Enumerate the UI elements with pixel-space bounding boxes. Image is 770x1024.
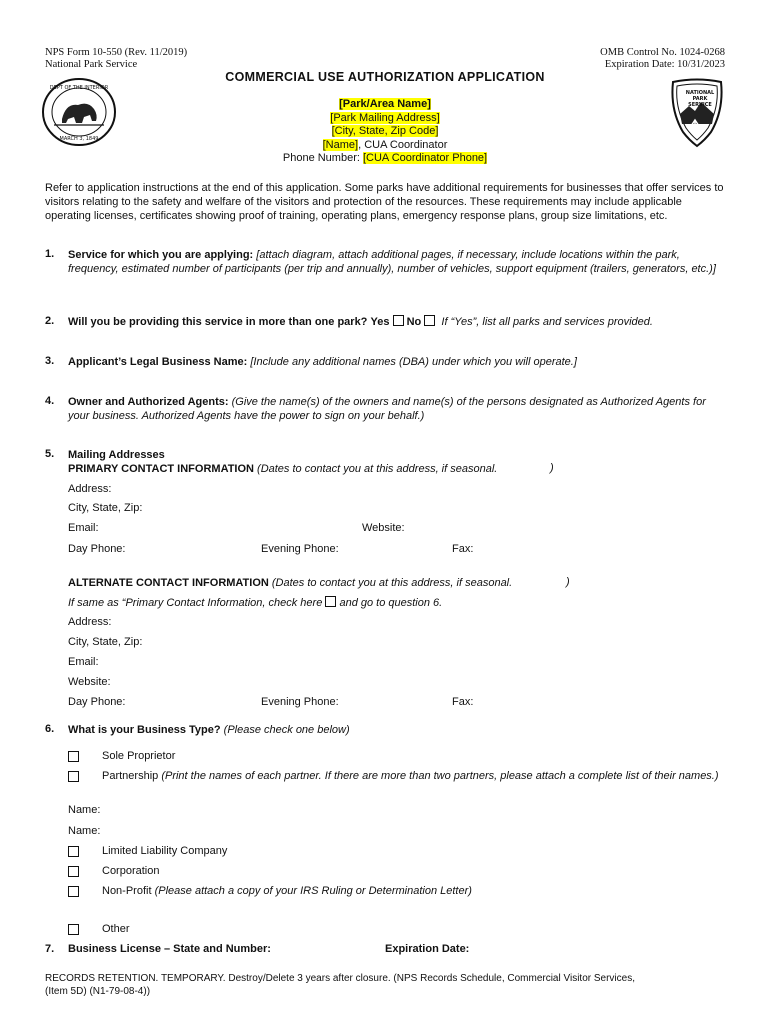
primary-contact-hint: (Dates to contact you at this address, if seasonal. xyxy=(257,463,498,475)
svg-text:SERVICE: SERVICE xyxy=(688,102,712,108)
q6-number: 6. xyxy=(45,723,55,735)
q7-number: 7. xyxy=(45,943,55,955)
q2-yes-checkbox[interactable] xyxy=(393,315,404,326)
q4-hint: (Give the name(s) of the owners and name(s) of the persons designated as Authorized Agents for your business. Authorized Agents have the power to sign on your behalf.) xyxy=(68,396,706,422)
partnership-block xyxy=(102,769,722,783)
primary-website-field[interactable]: Website: xyxy=(362,522,405,534)
nonprofit-hint: (Please attach a copy of your IRS Ruling or Determination Letter) xyxy=(154,885,472,897)
primary-email-field[interactable]: Email: xyxy=(68,522,99,534)
primary-close-paren: ) xyxy=(550,462,554,474)
alternate-evening-phone-field[interactable]: Evening Phone: xyxy=(261,696,339,708)
primary-address-field[interactable]: Address: xyxy=(68,483,112,495)
alternate-city-field[interactable]: City, State, Zip: xyxy=(68,636,143,648)
same-as-text-a: If same as “Primary Contact Information, check here xyxy=(68,597,323,609)
q2-number: 2. xyxy=(45,315,55,327)
coordinator-phone: [CUA Coordinator Phone] xyxy=(362,152,488,164)
corporation-checkbox[interactable] xyxy=(68,866,79,877)
footer-line-1: RECORDS RETENTION. TEMPORARY. Destroy/Delete 3 years after closure. (NPS Records Schedule, Commercial Visitor Services, xyxy=(45,973,635,984)
q3-label: Applicant’s Legal Business Name: xyxy=(68,356,248,368)
q6-hint: (Please check one below) xyxy=(223,724,350,736)
expiration-date: Expiration Date: 10/31/2023 xyxy=(604,59,725,70)
q2-label: Will you be providing this service in more than one park? xyxy=(68,316,368,328)
alternate-contact-hint: (Dates to contact you at this address, if seasonal. xyxy=(271,577,513,589)
q2-no-label: No xyxy=(406,316,422,328)
records-retention-footer xyxy=(45,972,635,998)
corporation-label: Corporation xyxy=(102,865,160,877)
q3-hint: [Include any additional names (DBA) under which you will operate.] xyxy=(250,356,577,368)
agency-name: National Park Service xyxy=(45,59,138,70)
same-as-primary-checkbox[interactable] xyxy=(325,596,336,607)
q4-number: 4. xyxy=(45,395,55,407)
svg-text:PARK: PARK xyxy=(692,96,708,102)
alternate-close-paren: ) xyxy=(566,576,570,588)
q1-label: Service for which you are applying: xyxy=(68,249,254,261)
primary-fax-field[interactable]: Fax: xyxy=(452,543,474,555)
page-title: COMMERCIAL USE AUTHORIZATION APPLICATION xyxy=(225,70,545,84)
partnership-checkbox[interactable] xyxy=(68,771,79,782)
sole-proprietor-checkbox[interactable] xyxy=(68,751,79,762)
q3-block xyxy=(68,355,730,369)
q6-block xyxy=(68,723,730,737)
q1-hint: [attach diagram, attach additional pages, if necessary, include locations within the park, frequency, estimated number of participants (per trip and annually), number of vehicles, support equipment (trailers, generators, etc.)] xyxy=(68,249,716,275)
q2-no-checkbox[interactable] xyxy=(424,315,435,326)
park-address-block xyxy=(0,98,770,166)
q2-block xyxy=(68,315,730,329)
primary-contact-label: PRIMARY CONTACT INFORMATION xyxy=(68,463,254,475)
svg-text:DEPT OF THE INTERIOR: DEPT OF THE INTERIOR xyxy=(49,85,109,91)
q4-label: Owner and Authorized Agents: xyxy=(68,396,229,408)
alternate-day-phone-field[interactable]: Day Phone: xyxy=(68,696,126,708)
coordinator-name: [Name] xyxy=(322,138,359,151)
license-expiration-field[interactable]: Expiration Date: xyxy=(385,943,470,955)
q5-number: 5. xyxy=(45,448,55,460)
form-number: NPS Form 10-550 (Rev. 11/2019) xyxy=(45,47,188,58)
partner-name-2-field[interactable]: Name: xyxy=(68,825,101,837)
nonprofit-checkbox[interactable] xyxy=(68,886,79,897)
llc-checkbox[interactable] xyxy=(68,846,79,857)
q2-hint: If “Yes”, list all parks and services provided. xyxy=(441,316,653,328)
nonprofit-block xyxy=(102,885,472,897)
business-license-field[interactable]: Business License – State and Number: xyxy=(68,943,271,955)
primary-day-phone-field[interactable]: Day Phone: xyxy=(68,543,126,555)
svg-text:MARCH 3, 1849: MARCH 3, 1849 xyxy=(59,136,99,142)
footer-line-2: (Item 5D) (N1-79-08-4)) xyxy=(45,986,151,997)
primary-evening-phone-field[interactable]: Evening Phone: xyxy=(261,543,339,555)
alternate-website-field[interactable]: Website: xyxy=(68,676,111,688)
alternate-fax-field[interactable]: Fax: xyxy=(452,696,474,708)
other-checkbox[interactable] xyxy=(68,924,79,935)
q1-number: 1. xyxy=(45,248,55,260)
q4-block xyxy=(68,395,730,423)
alternate-contact-label: ALTERNATE CONTACT INFORMATION xyxy=(68,577,269,589)
primary-city-field[interactable]: City, State, Zip: xyxy=(68,502,143,514)
same-as-text-b: and go to question 6. xyxy=(339,597,443,609)
phone-label: Phone Number: xyxy=(282,152,363,164)
primary-contact-heading xyxy=(68,462,730,476)
alternate-contact-heading xyxy=(68,576,730,590)
same-as-primary-row xyxy=(68,596,730,610)
q1-block xyxy=(68,248,730,276)
sole-proprietor-label: Sole Proprietor xyxy=(102,750,176,762)
partnership-hint: (Print the names of each partner. If there are more than two partners, please attach a complete list of their names.) xyxy=(161,770,719,782)
nonprofit-label: Non-Profit xyxy=(102,885,152,897)
llc-label: Limited Liability Company xyxy=(102,845,228,857)
alternate-email-field[interactable]: Email: xyxy=(68,656,99,668)
park-mailing-address: [Park Mailing Address] xyxy=(330,111,440,124)
alternate-address-field[interactable]: Address: xyxy=(68,616,112,628)
partner-name-1-field[interactable]: Name: xyxy=(68,804,101,816)
coordinator-title: , CUA Coordinator xyxy=(358,138,448,151)
park-city-state-zip: [City, State, Zip Code] xyxy=(331,125,439,137)
q5-label: Mailing Addresses xyxy=(68,449,165,461)
other-label: Other xyxy=(102,923,130,935)
park-name: [Park/Area Name] xyxy=(339,98,431,110)
q6-label: What is your Business Type? xyxy=(68,724,221,736)
svg-text:NATIONAL: NATIONAL xyxy=(685,90,715,96)
intro-text: Refer to application instructions at the end of this application. Some parks have additional requirements for businesses that offer services to visitors relating to the safety and welfare of the visitors and protection of the resources. These requirements may include applicable operating licenses, certificates showing proof of training, operating plans, emergency response plans, group size limitations, etc. xyxy=(45,182,724,222)
q3-number: 3. xyxy=(45,355,55,367)
partnership-label: Partnership xyxy=(102,770,159,782)
q2-yes-label: Yes xyxy=(370,316,390,328)
omb-control: OMB Control No. 1024-0268 xyxy=(600,47,725,58)
